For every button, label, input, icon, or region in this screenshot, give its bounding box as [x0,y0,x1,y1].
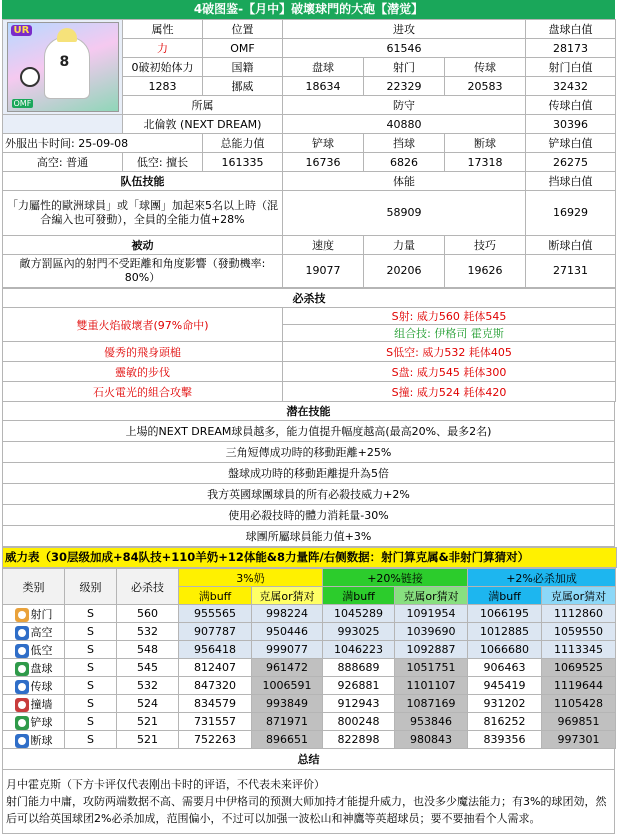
value-power: 20206 [364,255,445,288]
power-row-type [3,677,65,695]
value-block: 6826 [364,153,445,172]
power-value: 945419 [468,677,542,695]
dribble-icon [15,662,29,676]
label-total: 总能力值 [203,134,283,153]
power-value: 998224 [252,605,323,623]
power-row-type-label: 撞墙 [30,697,53,711]
special-moves-table [2,288,616,402]
power-value: 888689 [323,659,395,677]
power-value: 993025 [323,623,395,641]
power-value: 816252 [468,713,542,731]
special-move-name: 優秀的飛身頭槌 [3,342,283,362]
value-defense: 40880 [283,115,526,134]
power-value: 871971 [252,713,323,731]
label-pass-white: 传球白值 [526,96,616,115]
label-intercept: 断球 [445,134,526,153]
passive-heading: 被动 [3,236,283,255]
team-skill-text: 「力屬性的歐洲球員」或「球團」加起來5名以上時（混合編入也可發動），全員的全能力值+28% [3,191,283,236]
col-type: 类别 [3,569,65,605]
summary-heading: 总结 [3,749,615,770]
group-special-bonus: +2%必杀加成 [468,569,616,587]
power-value: 1012885 [468,623,542,641]
potential-skill-item: 上場的NEXT DREAM球員越多，能力值提升幅度越高(最高20%、最多2名) [3,421,615,442]
stats-table [2,19,616,288]
value-pass: 20583 [445,77,526,96]
group-milk: 3%奶 [179,569,323,587]
label-tech: 技巧 [445,236,526,255]
value-shoot: 22329 [364,77,445,96]
power-value: 752263 [179,731,252,749]
intercept-icon [15,734,29,748]
pass-icon [15,680,29,694]
label-nation: 国籍 [203,58,283,77]
sub-full-buff: 满buff [179,587,252,605]
power-row-type [3,695,65,713]
power-value: 834579 [179,695,252,713]
tackle-icon [15,716,29,730]
power-row-type-label: 射门 [30,607,53,621]
low-air-icon [15,644,29,658]
value-tackle-white: 26275 [526,153,616,172]
power-value: 1059550 [542,623,616,641]
label-dribble-white: 盘球白值 [526,20,616,39]
value-attr: 力 [123,39,203,58]
sub-counter: 克属or猜对 [252,587,323,605]
sub-counter: 克属or猜对 [542,587,616,605]
label-tackle: 铲球 [283,134,364,153]
power-value: 1087169 [395,695,468,713]
power-row-level: S [65,641,117,659]
sub-counter: 克属or猜对 [395,587,468,605]
label-shoot: 射门 [364,58,445,77]
power-row-level: S [65,623,117,641]
power-value: 896651 [252,731,323,749]
power-value: 1105428 [542,695,616,713]
passive-text: 敵方罰區內的射門不受距離和角度影響（發動機率: 80%） [3,255,283,288]
power-row-type [3,641,65,659]
power-row-special: 532 [117,623,179,641]
power-row [3,623,616,641]
power-row [3,713,616,731]
power-row-level: S [65,659,117,677]
power-value: 980843 [395,731,468,749]
power-row [3,731,616,749]
label-pass: 传球 [445,58,526,77]
potential-skills-heading: 潜在技能 [3,402,615,421]
label-attack: 进攻 [283,20,526,39]
wall-icon [15,698,29,712]
label-block: 挡球 [364,134,445,153]
value-attack: 61546 [283,39,526,58]
label-stamina: 体能 [283,172,526,191]
power-value: 731557 [179,713,252,731]
card-image-gap [3,115,123,134]
power-row-type-label: 传球 [30,679,53,693]
power-row-special: 524 [117,695,179,713]
special-move-name: 靈敏的步伐 [3,362,283,382]
power-row-type-label: 断球 [30,733,53,747]
special-move-info: S射: 威力560 耗体545 [283,308,616,325]
power-row-level: S [65,713,117,731]
label-shoot-white: 射门白值 [526,58,616,77]
power-table [2,568,616,749]
power-value: 812407 [179,659,252,677]
power-row-type [3,659,65,677]
power-value: 926881 [323,677,395,695]
special-move-name: 石火電光的組合攻擊 [3,382,283,402]
card-position-tag: OMF [13,99,32,108]
power-row-special: 548 [117,641,179,659]
power-table-title: 威力表（30层级加成+84队技+110羊奶+12体能&8力量阵/右侧数据：射门算克属&非射门算猜对） [2,547,617,568]
value-speed: 19077 [283,255,364,288]
power-row-special: 545 [117,659,179,677]
power-value: 1069525 [542,659,616,677]
power-row-type [3,605,65,623]
power-row-type-label: 低空 [30,643,53,657]
sub-full-buff: 满buff [468,587,542,605]
power-value: 1046223 [323,641,395,659]
power-value: 800248 [323,713,395,731]
value-block-white: 16929 [526,191,616,236]
potential-skill-item: 三角短傳成功時的移動距離+25% [3,442,615,463]
power-row [3,641,616,659]
power-row-type-label: 铲球 [30,715,53,729]
summary-table [2,749,615,834]
value-stamina: 58909 [283,191,526,236]
power-row-type [3,731,65,749]
value-intercept-white: 27131 [526,255,616,288]
special-move-info: S撞: 威力524 耗体420 [283,382,616,402]
value-nation: 挪威 [203,77,283,96]
value-team: 北倫敦 (NEXT DREAM) [123,115,283,134]
power-value: 1045289 [323,605,395,623]
value-tackle: 16736 [283,153,364,172]
power-value: 953846 [395,713,468,731]
potential-skill-item: 我方英國球團球員的所有必殺技威力+2% [3,484,615,505]
label-defense: 防守 [283,96,526,115]
col-special: 必杀技 [117,569,179,605]
power-value: 839356 [468,731,542,749]
value-total: 161335 [203,153,283,172]
power-row [3,605,616,623]
card-rarity-badge: UR [11,25,33,36]
power-value: 907787 [179,623,252,641]
power-value: 1113345 [542,641,616,659]
power-row [3,677,616,695]
value-tech: 19626 [445,255,526,288]
power-value: 912943 [323,695,395,713]
power-value: 956418 [179,641,252,659]
power-value: 1101107 [395,677,468,695]
power-row-type [3,713,65,731]
label-block-white: 挡球白值 [526,172,616,191]
col-level: 级别 [65,569,117,605]
label-position: 位置 [203,20,283,39]
low-air-rating: 低空: 擅长 [123,153,203,172]
power-value: 1066195 [468,605,542,623]
label-intercept-white: 断球白值 [526,236,616,255]
value-shoot-white: 32432 [526,77,616,96]
power-row-type [3,623,65,641]
power-value: 1051751 [395,659,468,677]
power-value: 950446 [252,623,323,641]
power-value: 1039690 [395,623,468,641]
power-value: 961472 [252,659,323,677]
power-value: 955565 [179,605,252,623]
power-row-special: 560 [117,605,179,623]
card-image [3,20,123,115]
shoot-icon [15,608,29,622]
power-row [3,695,616,713]
power-value: 847320 [179,677,252,695]
power-value: 1006591 [252,677,323,695]
power-value: 999077 [252,641,323,659]
power-value: 1092887 [395,641,468,659]
page-title: 4破图鉴-【月中】破壞球門的大砲【潜觉】 [2,0,615,19]
potential-skills-table [2,402,615,547]
special-move-name: 雙重火焰破壞者(97%命中) [3,308,283,342]
power-value: 1091954 [395,605,468,623]
special-move-info: S低空: 威力532 耗体405 [283,342,616,362]
power-row-special: 532 [117,677,179,695]
summary-body [3,770,615,834]
power-value: 997301 [542,731,616,749]
power-row-special: 521 [117,731,179,749]
high-air-rating: 高空: 普通 [3,153,123,172]
release-date: 外服出卡时间: 25-09-08 [3,134,203,153]
label-attr: 属性 [123,20,203,39]
power-value: 993849 [252,695,323,713]
label-team: 所属 [123,96,283,115]
value-position: OMF [203,39,283,58]
player-figure [44,37,90,99]
label-dribble: 盘球 [283,58,364,77]
sub-full-buff: 满buff [323,587,395,605]
group-link: +20%链接 [323,569,468,587]
jersey-number: 8 [59,54,70,70]
power-row [3,659,616,677]
value-init-stamina: 1283 [123,77,203,96]
value-pass-white: 30396 [526,115,616,134]
high-air-icon [15,626,29,640]
power-value: 906463 [468,659,542,677]
value-intercept: 17318 [445,153,526,172]
power-row-level: S [65,677,117,695]
special-moves-heading: 必杀技 [3,289,616,308]
power-row-type-label: 盘球 [30,661,53,675]
power-value: 1066680 [468,641,542,659]
value-dribble: 18634 [283,77,364,96]
potential-skill-item: 盤球成功時的移動距離提升為5倍 [3,463,615,484]
summary-line: 射门能力中庸，攻防两端数据不高、需要月中伊格司的预测大师加持才能提升威力，也没多少魔法能力；有3%的球团効，然后可以给英国球团2%必杀加成，范围偏小，不过可以加强一波松山和神鷹等英超球员；要不要抽看个人需求。 [6,795,607,825]
power-value: 969851 [542,713,616,731]
team-skill-heading: 队伍技能 [3,172,283,191]
potential-skill-item: 使用必殺技時的體力消耗量-30% [3,505,615,526]
combo-partner: 组合技: 伊格司 霍克斯 [283,325,616,342]
power-row-level: S [65,731,117,749]
power-value: 1112860 [542,605,616,623]
summary-line: 月中霍克斯（下方卡评仅代表刚出卡时的评语，不代表未来评价） [6,778,325,791]
power-row-level: S [65,605,117,623]
special-move-info: S盘: 威力545 耗体300 [283,362,616,382]
power-value: 1119644 [542,677,616,695]
power-value: 822898 [323,731,395,749]
potential-skill-item: 球團所屬球員能力值+3% [3,526,615,547]
power-row-level: S [65,695,117,713]
power-row-special: 521 [117,713,179,731]
label-init-stamina: 0破初始体力 [123,58,203,77]
power-value: 931202 [468,695,542,713]
power-row-type-label: 高空 [30,625,53,639]
value-dribble-white: 28173 [526,39,616,58]
ball-icon [20,67,40,87]
label-power: 力量 [364,236,445,255]
label-tackle-white: 铲球白值 [526,134,616,153]
label-speed: 速度 [283,236,364,255]
